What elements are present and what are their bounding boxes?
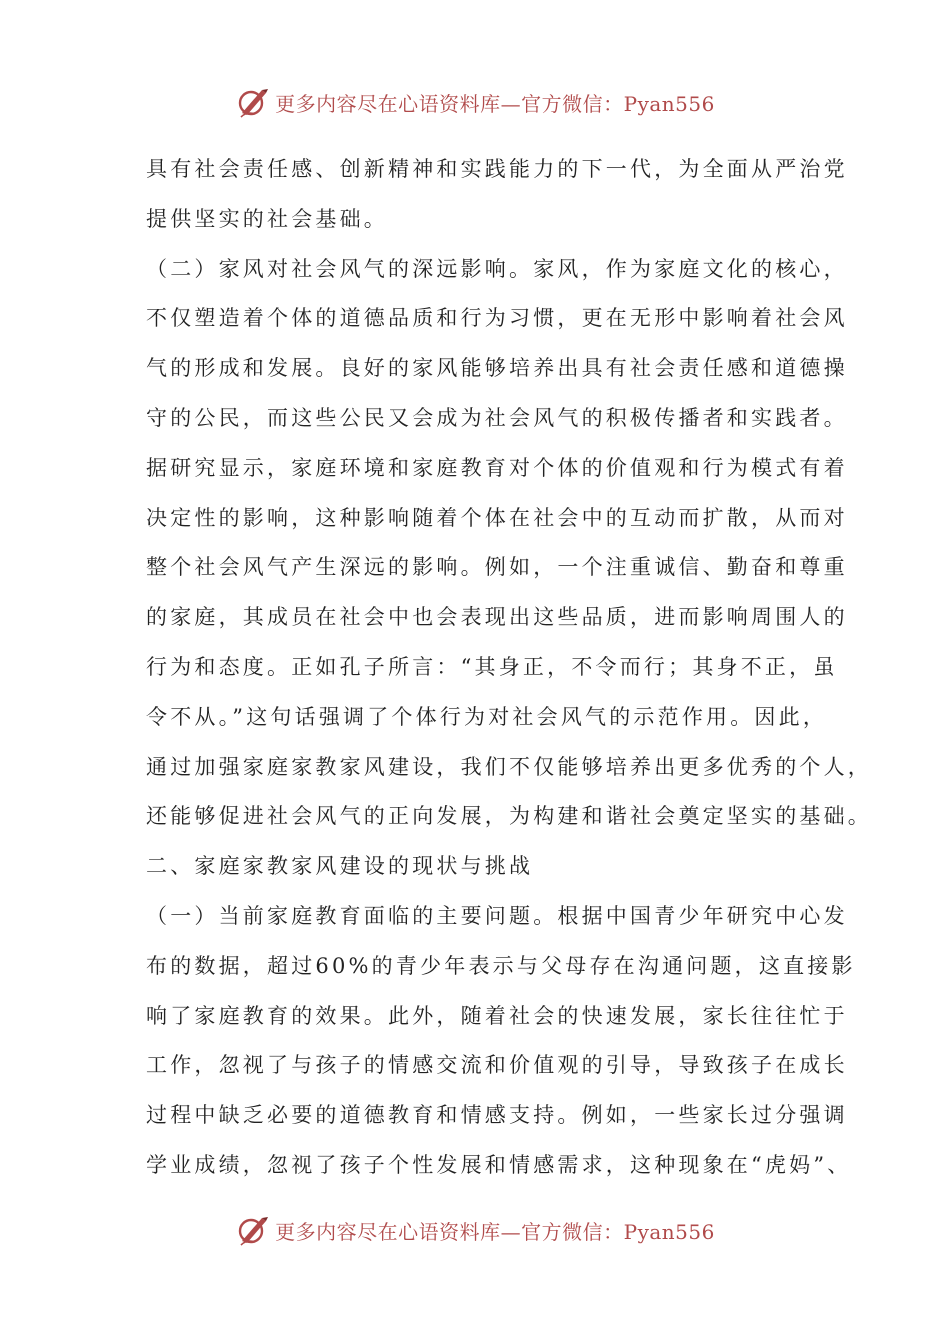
text-line: 工作，忽视了与孩子的情感交流和价值观的引导，导致孩子在成长 — [146, 1053, 848, 1078]
text-line: 据研究显示，家庭环境和家庭教育对个体的价值观和行为模式有着 — [146, 455, 848, 480]
section-heading-2: 二、家庭家教家风建设的现状与挑战 — [146, 854, 534, 879]
text-line: 学业成绩，忽视了孩子个性发展和情感需求，这种现象在“虎妈”、 — [146, 1152, 852, 1177]
text-line: 行为和态度。正如孔子所言：“其身正，不令而行；其身不正，虽 — [146, 654, 838, 679]
text-line: 响了家庭教育的效果。此外，随着社会的快速发展，家长往往忙于 — [146, 1003, 848, 1028]
text-line: 过程中缺乏必要的道德教育和情感支持。例如，一些家长过分强调 — [146, 1103, 848, 1128]
text-line: 布的数据，超过60%的青少年表示与父母存在沟通问题，这直接影 — [146, 953, 856, 978]
footer-watermark-text: 更多内容尽在心语资料库—官方微信：Pyan556 — [275, 1219, 715, 1244]
footer-watermark — [0, 1208, 950, 1252]
text-line: 还能够促进社会风气的正向发展，为构建和谐社会奠定坚实的基础。 — [146, 804, 872, 829]
text-line: 的家庭，其成员在社会中也会表现出这些品质，进而影响周围人的 — [146, 605, 848, 630]
section-heading-2-1: （一）当前家庭教育面临的主要问题。根据中国青少年研究中心发 — [146, 903, 848, 928]
text-line: 提供坚实的社会基础。 — [146, 206, 388, 231]
pen-logo-icon — [235, 84, 271, 120]
header-watermark-text: 更多内容尽在心语资料库—官方微信：Pyan556 — [275, 91, 715, 116]
header-watermark — [0, 80, 950, 124]
text-line: 通过加强家庭家教家风建设，我们不仅能够培养出更多优秀的个人， — [146, 754, 872, 779]
text-line: 不仅塑造着个体的道德品质和行为习惯，更在无形中影响着社会风 — [146, 306, 848, 331]
document-body — [146, 145, 872, 1191]
text-line: 令不从。”这句话强调了个体行为对社会风气的示范作用。因此， — [146, 704, 828, 729]
text-line: 具有社会责任感、创新精神和实践能力的下一代，为全面从严治党 — [146, 157, 848, 181]
section-heading-2-2: （二）家风对社会风气的深远影响。家风，作为家庭文化的核心， — [146, 256, 848, 281]
pen-logo-icon — [235, 1212, 271, 1248]
text-line: 守的公民，而这些公民又会成为社会风气的积极传播者和实践者。 — [146, 405, 848, 430]
text-line: 决定性的影响，这种影响随着个体在社会中的互动而扩散，从而对 — [146, 505, 848, 530]
text-line: 气的形成和发展。良好的家风能够培养出具有社会责任感和道德操 — [146, 356, 848, 381]
text-line: 整个社会风气产生深远的影响。例如，一个注重诚信、勤奋和尊重 — [146, 555, 848, 580]
